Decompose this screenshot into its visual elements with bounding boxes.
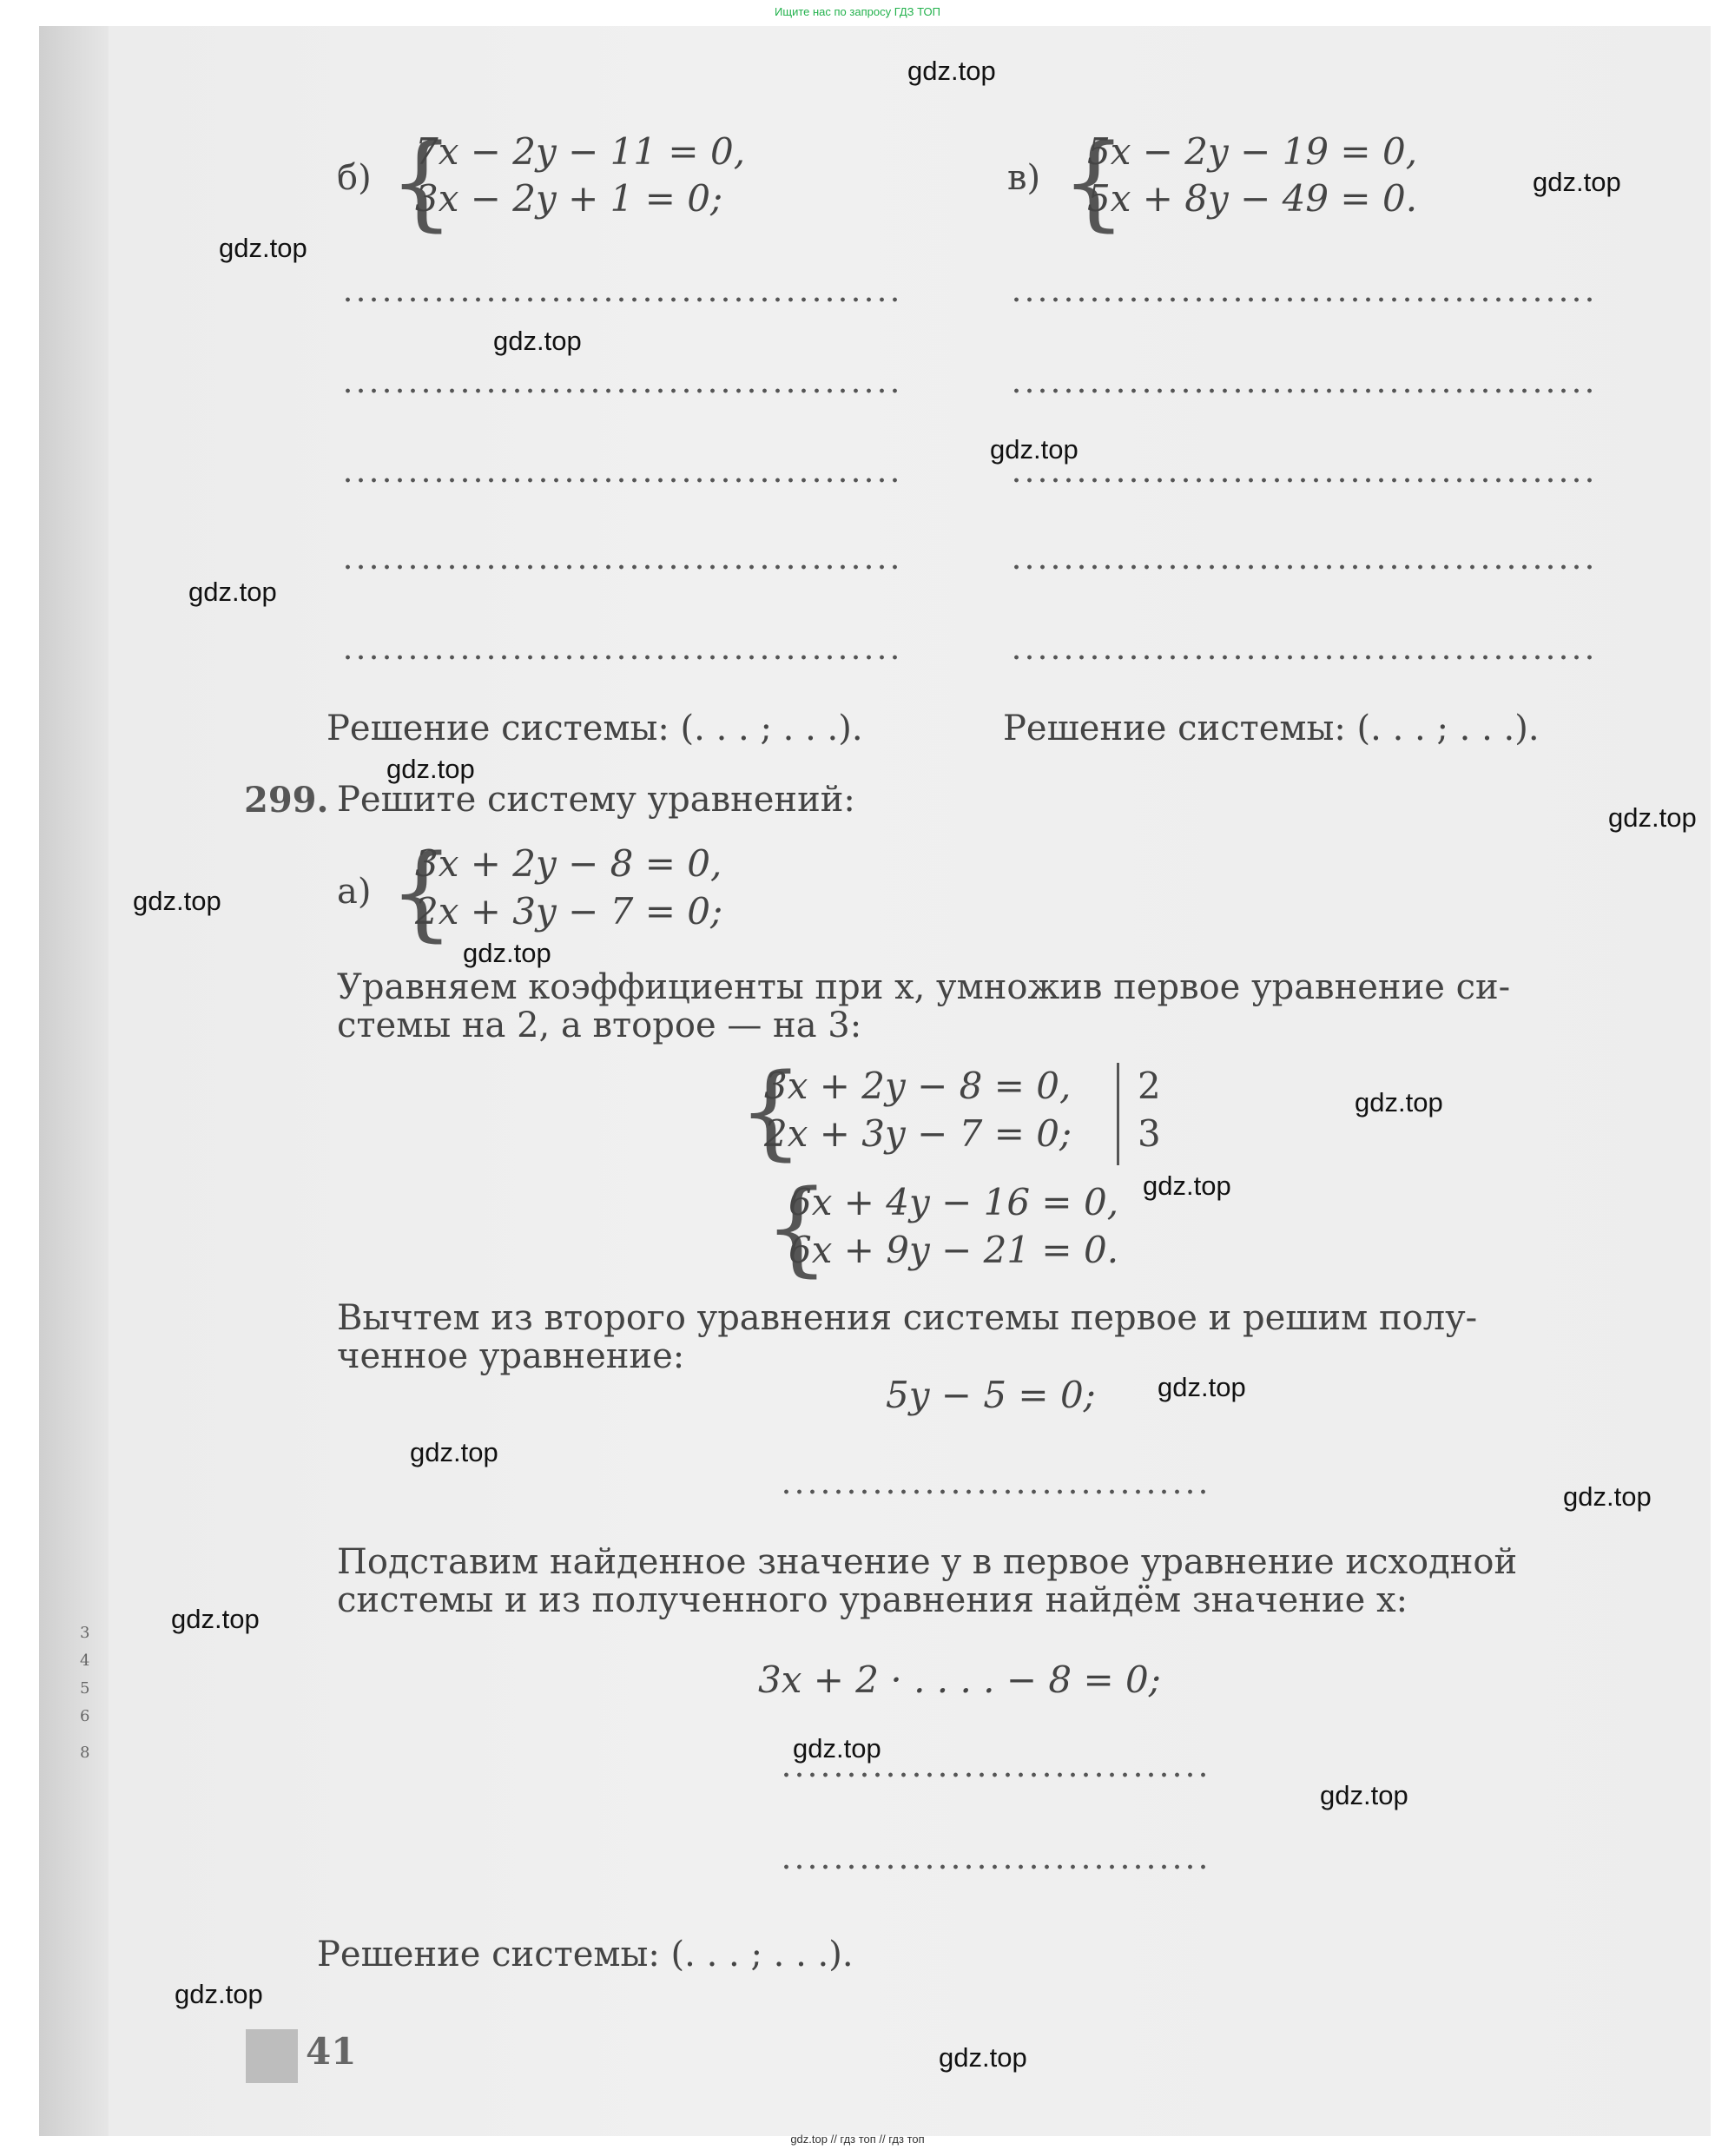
task-number: 299. — [244, 780, 329, 821]
watermark: gdz.top — [1563, 1481, 1652, 1512]
watermark: gdz.top — [1533, 167, 1621, 197]
ruler-mark: 3 — [80, 1624, 90, 1642]
brace-mult: { — [738, 1051, 804, 1170]
scaled-eq1: 6x + 4y − 16 = 0, — [788, 1181, 1119, 1223]
step2-text-line2: ченное уравнение: — [337, 1336, 685, 1376]
ruler-mark: 5 — [80, 1679, 90, 1698]
answer-line[interactable] — [780, 1771, 1214, 1778]
step3-text-line1: Подставим найденное значение y в первое уравнение исходной — [337, 1542, 1518, 1582]
answer-line[interactable] — [341, 654, 897, 661]
step1-text-line2: стемы на 2, а второе — на 3: — [337, 1005, 862, 1045]
footer-text: gdz.top // гдз топ // гдз топ — [790, 2133, 925, 2146]
multiplier-separator — [1117, 1063, 1119, 1165]
watermark: gdz.top — [1320, 1780, 1408, 1810]
part-a-label: а) — [337, 872, 372, 912]
task-title: Решите систему уравнений: — [337, 780, 855, 820]
ruler-mark: 6 — [80, 1707, 90, 1725]
part-b-label: б) — [337, 158, 372, 198]
part-a-eq2: 2x + 3y − 7 = 0; — [415, 890, 723, 933]
watermark: gdz.top — [175, 1979, 263, 2009]
ruler-mark: 4 — [80, 1652, 90, 1670]
watermark: gdz.top — [1608, 802, 1697, 833]
part-b-eq1: 7x − 2y − 11 = 0, — [415, 130, 746, 173]
watermark: gdz.top — [939, 2042, 1027, 2073]
multiplier-2: 3 — [1138, 1112, 1161, 1155]
watermark: gdz.top — [1143, 1170, 1231, 1201]
watermark: gdz.top — [410, 1437, 498, 1467]
watermark: gdz.top — [219, 233, 307, 263]
step2-text-line1: Вычтем из второго уравнения системы первое и решим полу- — [337, 1298, 1478, 1338]
answer-line[interactable] — [780, 1863, 1214, 1870]
watermark: gdz.top — [493, 326, 582, 356]
answer-line[interactable] — [341, 296, 897, 303]
answer-line[interactable] — [1010, 564, 1592, 570]
part-b-eq2: 3x − 2y + 1 = 0; — [415, 177, 723, 220]
watermark: gdz.top — [463, 938, 551, 968]
answer-line[interactable] — [1010, 387, 1592, 394]
page-number: 41 — [306, 2030, 357, 2073]
watermark: gdz.top — [133, 886, 221, 916]
answer-line[interactable] — [341, 387, 897, 394]
result-equation: 5y − 5 = 0; — [886, 1374, 1096, 1416]
answer-line[interactable] — [1010, 296, 1592, 303]
answer-line[interactable] — [1010, 477, 1592, 484]
watermark: gdz.top — [1158, 1372, 1246, 1402]
watermark: gdz.top — [990, 434, 1078, 465]
part-b-answer: Решение системы: (. . . ; . . .). — [327, 709, 863, 748]
watermark: gdz.top — [188, 577, 277, 607]
answer-line[interactable] — [780, 1488, 1214, 1495]
part-a-answer: Решение системы: (. . . ; . . .). — [317, 1935, 854, 1975]
brace-scaled: { — [764, 1167, 830, 1287]
step3-text-line2: системы и из полученного уравнения найдём значение x: — [337, 1580, 1408, 1620]
brace-v: { — [1061, 122, 1127, 241]
watermark: gdz.top — [171, 1604, 260, 1634]
answer-line[interactable] — [341, 564, 897, 570]
answer-line[interactable] — [341, 477, 897, 484]
page-number-box — [246, 2029, 298, 2083]
ruler-mark: 8 — [80, 1744, 90, 1762]
step1-text-line1: Уравняем коэффициенты при x, умножив первое уравнение си- — [337, 967, 1511, 1007]
part-v-eq2: 5x + 8y − 49 = 0. — [1087, 177, 1418, 220]
search-hint: Ищите нас по запросу ГДЗ ТОП — [775, 5, 940, 18]
part-v-answer: Решение системы: (. . . ; . . .). — [1003, 709, 1540, 748]
watermark: gdz.top — [907, 56, 996, 86]
brace-a: { — [389, 832, 455, 952]
part-v-label: в) — [1007, 158, 1041, 198]
part-a-eq1: 3x + 2y − 8 = 0, — [415, 842, 722, 885]
watermark: gdz.top — [1355, 1087, 1443, 1118]
substitution-equation: 3x + 2 · . . . . − 8 = 0; — [758, 1658, 1161, 1701]
watermark: gdz.top — [793, 1733, 881, 1764]
scaled-eq2: 6x + 9y − 21 = 0. — [788, 1229, 1119, 1271]
mult-eq2: 2x + 3y − 7 = 0; — [764, 1112, 1072, 1155]
answer-line[interactable] — [1010, 654, 1592, 661]
watermark: gdz.top — [386, 754, 475, 784]
multiplier-1: 2 — [1138, 1065, 1161, 1107]
brace-b: { — [389, 122, 455, 241]
mult-eq1: 3x + 2y − 8 = 0, — [764, 1065, 1072, 1107]
page-spine — [39, 26, 109, 2136]
part-v-eq1: 5x − 2y − 19 = 0, — [1087, 130, 1418, 173]
